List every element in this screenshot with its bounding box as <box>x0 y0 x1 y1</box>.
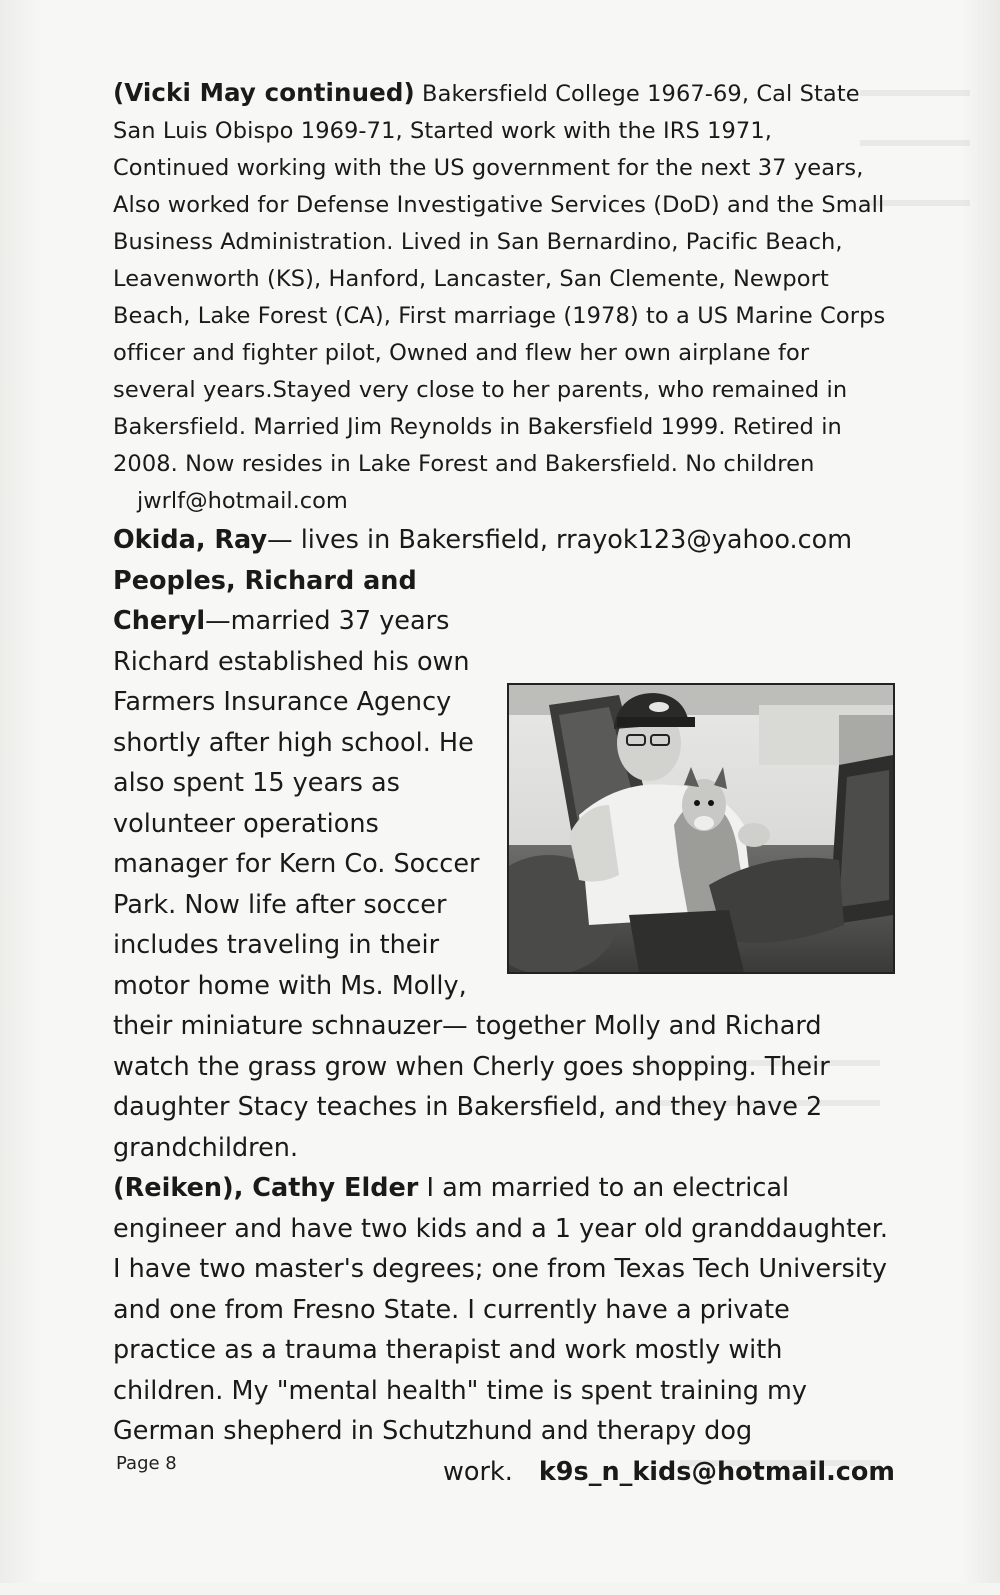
entry-name: Peoples, Richard and Cheryl <box>113 565 417 636</box>
entry-peoples <box>113 561 895 1169</box>
photo-image <box>509 685 893 972</box>
entry-text: —married 37 years Richard established his own Farmers Insurance Agency shortly after high school. He also spent 15 years as volunteer operations manager for Kern Co. Soccer Park. Now life after soccer includes traveling in their motor home with Ms. Molly, their miniature schnauzer— together Molly and Richard watch the grass grow when Cherly goes shopping. Their daughter Stacy teaches in Bakersfield, and they have 2 grandchildren. <box>113 606 830 1163</box>
entry-name: Okida, Ray <box>113 525 268 555</box>
entry-name: (Reiken), Cathy Elder <box>113 1173 419 1203</box>
entry-reiken-cathy <box>113 1168 895 1452</box>
entry-vicki-may <box>113 74 895 483</box>
entry-okida-ray <box>113 520 895 561</box>
entry-signoff <box>113 1452 895 1493</box>
entry-email: k9s_n_kids@hotmail.com <box>538 1456 895 1487</box>
entry-name: (Vicki May continued) <box>113 78 415 107</box>
article-body <box>113 74 895 1492</box>
signoff-word: work. <box>442 1456 513 1487</box>
entry-text: Bakersfield College 1967-69, Cal State San Luis Obispo 1969-71, Started work with the IRS 1971, Continued working with the US government for the next 37 years, Also worked for Defense Investigative Services (DoD) and the Small Business Administration. Lived in San Bernardino, Pacific Beach, Leavenworth (KS), Hanford, Lancaster, San Clemente, Newport Beach, Lake Forest (CA), First marriage (1978) to a US Marine Corps officer and fighter pilot, Owned and flew her own airplane for several years.Stayed very close to her parents, who remained in Bakersfield. Married Jim Reynolds in Bakersfield 1999. Retired in 2008. Now resides in Lake Forest and Bakersfield. No children <box>113 81 886 477</box>
entry-email: jwrlf@hotmail.com <box>137 488 348 514</box>
page-number: Page 8 <box>116 1453 177 1474</box>
entry-text: — lives in Bakersfield, rrayok123@yahoo.com <box>267 525 853 555</box>
photo-man-with-schnauzer <box>507 683 895 974</box>
entry-text: I am married to an electrical engineer and have two kids and a 1 year old granddaughter. I have two master's degrees; one from Texas Tech University and one from Fresno State. I currently have a private practice as a trauma therapist and work mostly with children. My "mental health" time is spent training my German shepherd in Schutzhund and therapy dog <box>113 1173 889 1446</box>
